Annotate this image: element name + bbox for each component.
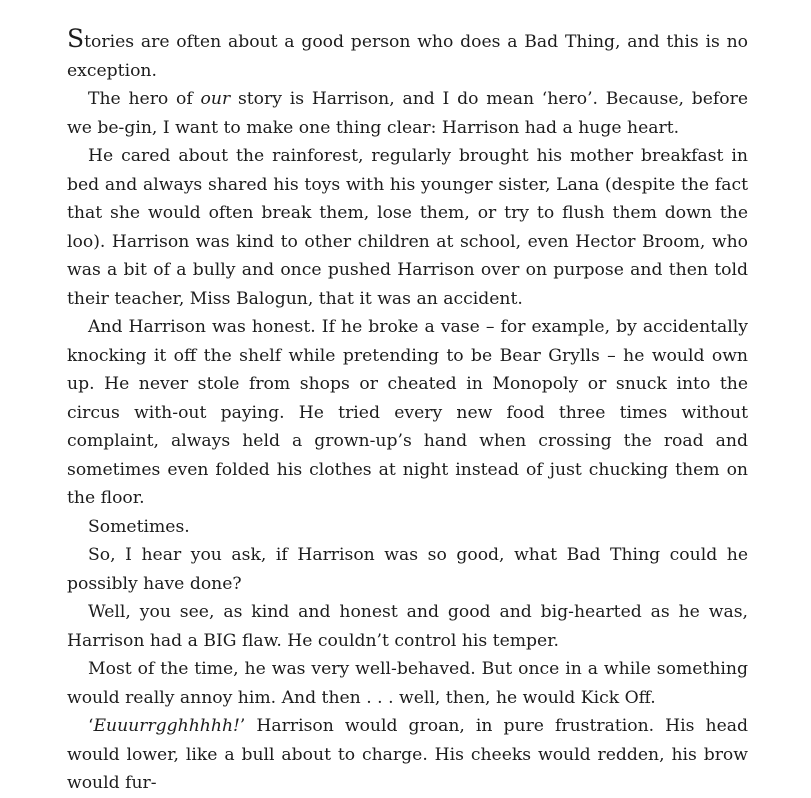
emphasis-text: our: [200, 89, 231, 109]
paragraph-text: And Harrison was honest. If he broke a vase – for example, by accidentally knocking it off the shelf while pretending to be Bear Grylls – he would own up. He never stole from shops or cheated in Monopoly or snuck into the circus with-out paying. He tried every new food three times without complaint, always held a grown-up’s hand when crossing the road and sometimes even folded his clothes at night instead of just chucking them on the floor.: [67, 317, 748, 508]
paragraph-text: Well, you see, as kind and honest and good and big-hearted as he was, Harrison had a BIG flaw. He couldn’t control his temper.: [67, 602, 748, 651]
quote-mark-close: ’: [239, 716, 246, 736]
paragraph-flaw: [67, 598, 748, 655]
paragraph-text: Most of the time, he was very well-behaved. But once in a while something would really annoy him. And then . . . well, then, he would Kick Off.: [67, 659, 748, 708]
paragraph-text: He cared about the rainforest, regularly brought his mother breakfast in bed and always shared his toys with his younger sister, Lana (despite the fact that she would often break them, lose them, or try to flush them down the loo). Harrison was kind to other children at school, even Hector Broom, who was a bit of a bully and once pushed Harrison over on purpose and then told their teacher, Miss Balogun, that it was an accident.: [67, 146, 748, 309]
paragraph-question: [67, 541, 748, 598]
emphasis-text: Euuurrgghhhhh!: [93, 716, 240, 736]
paragraph-opening: [67, 26, 748, 85]
paragraph-text: tories are often about a good person who does a Bad Thing, and this is no exception.: [67, 32, 748, 81]
paragraph-text: Sometimes.: [88, 516, 190, 537]
paragraph-text: story is Harrison, and I do mean ‘hero’. Because, before we be-gin, I want to make one thing clear: Harrison had a huge heart.: [67, 89, 749, 138]
paragraph-honesty: [67, 313, 748, 513]
paragraph-hero: [67, 85, 748, 142]
quote-mark-open: ‘: [88, 716, 94, 736]
paragraph-groan: [67, 712, 748, 798]
paragraph-text: The hero of: [88, 89, 201, 109]
drop-cap: S: [67, 24, 85, 53]
paragraph-sometimes: [67, 513, 748, 542]
paragraph-text: Harrison would groan, in pure frustration. His head would lower, like a bull about to charge. His cheeks would redden, his brow would fur-: [67, 716, 748, 793]
paragraph-kindness: [67, 142, 748, 313]
paragraph-kick-off: [67, 655, 748, 712]
book-page: [67, 26, 748, 798]
paragraph-text: So, I hear you ask, if Harrison was so good, what Bad Thing could he possibly have done?: [67, 545, 748, 594]
